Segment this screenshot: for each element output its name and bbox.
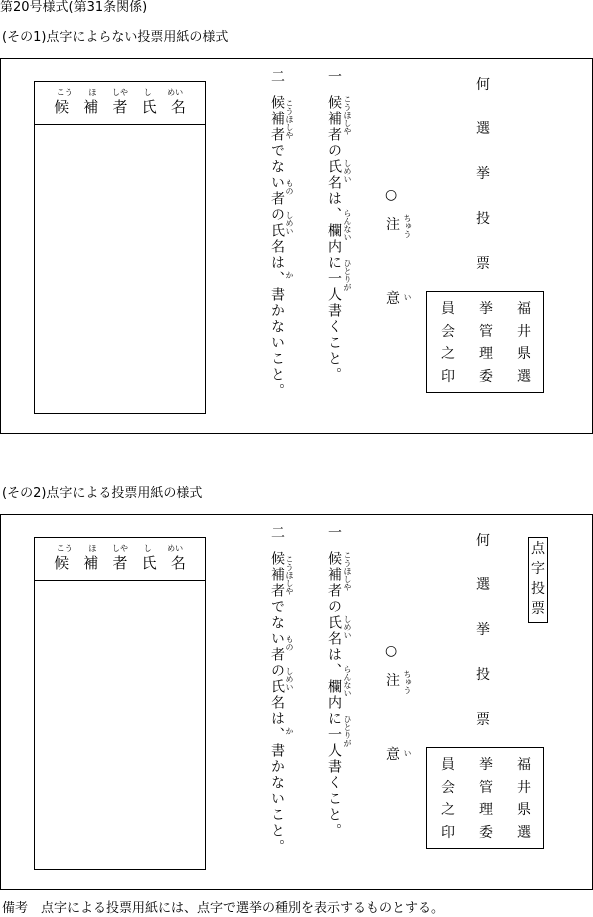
footer-note: 備考 点字による投票用紙には、点字で選挙の種別を表示するものとする。 — [2, 901, 445, 916]
candidate-label: 候 補 者 氏 名 — [54, 554, 186, 572]
notice1-number: 一 — [326, 525, 342, 539]
vote-title-2: 選 — [476, 121, 490, 137]
vote-title-1: 何 — [476, 533, 490, 549]
chui-1: 注 — [386, 673, 400, 689]
chui-2: 意 — [386, 291, 400, 307]
candidate-ruby: こう ほ しや し めい — [56, 544, 184, 553]
vote-title-5: 票 — [476, 712, 490, 728]
section2-title: (その2)点字による投票用紙の様式 — [2, 486, 203, 501]
notice2-number: 二 — [269, 69, 285, 83]
notice2-text: 候補者でない者の氏名は、書かないこと。 — [269, 551, 285, 855]
candidate-header — [35, 538, 205, 581]
election-committee-seal: 員 会 之 印 挙 管 理 委 福 井 県 選 — [426, 747, 544, 849]
ballot-form-1: こう ほ しや し めい 候 補 者 氏 名 二 候補者でない者の氏名は、書かないこと。 こうほしや もの しめい か 一 候補者の氏名は、欄内に一人書くこと。 こうほしや しめい らんない ひとりが ○ 注 ちゅう 意 い 何 選 挙 投 票 員 会 之 印 挙 管 理 委 福 井 県 選 — [0, 58, 593, 434]
vote-title-3: 挙 — [476, 166, 490, 182]
notice1-number: 一 — [326, 69, 342, 83]
notice2-text: 候補者でない者の氏名は、書かないこと。 — [269, 95, 285, 399]
chui-2: 意 — [386, 747, 400, 763]
vote-title-4: 投 — [476, 667, 490, 683]
section1-title: (その1)点字によらない投票用紙の様式 — [2, 30, 229, 45]
notice-circle: ○ — [385, 187, 398, 203]
candidate-header — [35, 82, 205, 125]
vote-title-4: 投 — [476, 211, 490, 227]
candidate-ruby: こう ほ しや し めい — [56, 88, 184, 97]
candidate-name-box — [34, 81, 206, 414]
braille-vote-box: 点 字 投 票 — [528, 537, 548, 623]
election-committee-seal: 員 会 之 印 挙 管 理 委 福 井 県 選 — [426, 291, 544, 393]
notice-circle: ○ — [385, 643, 398, 659]
ballot-form-2: こう ほ しや し めい 候 補 者 氏 名 二 候補者でない者の氏名は、書かないこと。 こうほしや もの しめい か 一 候補者の氏名は、欄内に一人書くこと。 こうほしや しめい らんない ひとりが ○ 注 ちゅう 意 い 何 選 挙 投 票 点 字 投 票 員 会 之 印 挙 管 理 委 福 井 県 選 — [0, 514, 593, 890]
candidate-name-box — [34, 537, 206, 870]
notice1-text: 候補者の氏名は、欄内に一人書くこと。 — [326, 551, 342, 839]
vote-title-5: 票 — [476, 256, 490, 272]
form-title: 第20号様式(第31条関係) — [0, 0, 148, 15]
notice1-text: 候補者の氏名は、欄内に一人書くこと。 — [326, 95, 342, 383]
notice2-number: 二 — [269, 525, 285, 539]
vote-title-3: 挙 — [476, 622, 490, 638]
chui-1: 注 — [386, 217, 400, 233]
candidate-label: 候 補 者 氏 名 — [54, 98, 186, 116]
vote-title-2: 選 — [476, 577, 490, 593]
vote-title-1: 何 — [476, 77, 490, 93]
